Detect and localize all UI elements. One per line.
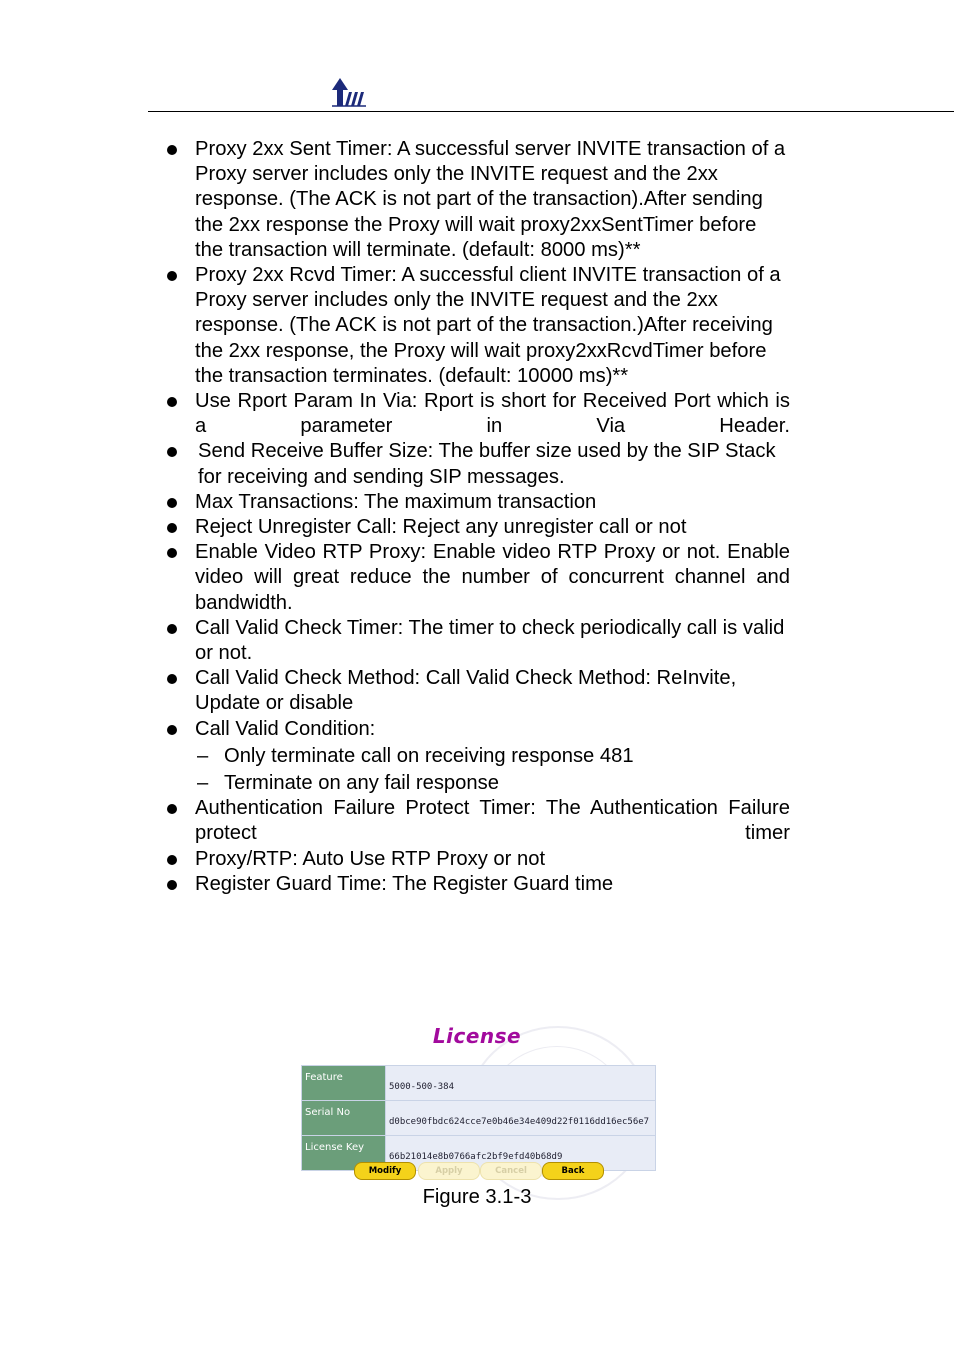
apply-button[interactable]: Apply — [418, 1162, 480, 1180]
list-item — [164, 796, 790, 846]
sub-item-text: Only terminate call on receiving response 481 — [224, 744, 634, 767]
list-item — [164, 616, 790, 666]
cancel-button[interactable]: Cancel — [480, 1162, 542, 1180]
bullet-icon — [167, 880, 177, 890]
figure-caption: Figure 3.1-3 — [422, 1186, 532, 1208]
list-item-text: Send Receive Buffer Size: The buffer size used by the SIP Stack for receiving and sending SIP messages. — [198, 440, 776, 488]
list-item-text: Call Valid Check Method: Call Valid Check Method: ReInvite, Update or disable — [195, 667, 737, 715]
list-item-text: Enable Video RTP Proxy: Enable video RTP Proxy or not. Enable video will great reduce the number of concurrent channel and bandwidth. — [195, 541, 790, 614]
license-key-label: License Key — [302, 1136, 386, 1171]
bullet-icon — [167, 523, 177, 533]
back-button[interactable]: Back — [542, 1162, 604, 1180]
bullet-list — [164, 137, 790, 897]
list-item — [164, 389, 790, 439]
bullet-icon — [167, 624, 177, 634]
list-item — [164, 439, 790, 489]
bullet-icon — [167, 804, 177, 814]
license-key-value: 66b21014e8b0766afc2bf9efd40b68d9 — [386, 1136, 656, 1171]
sub-item-text: Terminate on any fail response — [224, 772, 499, 795]
list-item-text: Use Rport Param In Via: Rport is short for Received Port which is a parameter in Via Header. — [195, 390, 790, 438]
company-logo-icon — [330, 76, 368, 108]
bullet-icon — [167, 725, 177, 735]
list-item-text: Authentication Failure Protect Timer: The Authentication Failure protect timer — [195, 797, 790, 845]
list-item-text: Proxy/RTP: Auto Use RTP Proxy or not — [195, 847, 546, 870]
feature-label: Feature — [302, 1066, 386, 1101]
sub-list-item — [164, 744, 790, 769]
list-item-text: Register Guard Time: The Register Guard time — [195, 872, 614, 895]
list-item — [164, 540, 790, 616]
modify-button[interactable]: Modify — [354, 1162, 416, 1180]
list-item-text: Call Valid Check Timer: The timer to check periodically call is valid or not. — [195, 616, 785, 665]
list-item — [164, 137, 790, 263]
bullet-icon — [167, 271, 177, 281]
list-item-text: Proxy 2xx Rcvd Timer: A successful client INVITE transaction of a Proxy server includes only the INVITE request and the 2xx response. (The ACK is not part of the transaction.)After receiving the 2xx response, the Proxy will wait proxy2xxRcvdTimer before the transaction terminates. (default: 10000 ms)** — [195, 264, 781, 387]
bullet-icon — [167, 674, 177, 684]
list-item-text: Proxy 2xx Sent Timer: A successful server INVITE transaction of a Proxy server includes only the INVITE request and the 2xx response. (The ACK is not part of the transaction).After sending the 2xx response the Proxy will wait proxy2xxSentTimer before the transaction will terminate. (default: 8000 ms)** — [195, 138, 786, 261]
list-item — [164, 515, 790, 540]
list-item-text: Reject Unregister Call: Reject any unregister call or not — [195, 516, 687, 539]
table-row — [302, 1066, 656, 1101]
list-item — [164, 666, 790, 716]
feature-value: 5000-500-384 — [386, 1066, 656, 1101]
bullet-icon — [167, 855, 177, 865]
list-item — [164, 872, 790, 897]
serial-no-label: Serial No — [302, 1101, 386, 1136]
dash-icon: – — [197, 744, 209, 767]
serial-no-value: d0bce90fbdc624cce7e0b46e34e409d22f0116dd16ec56e7 — [386, 1101, 656, 1136]
dash-icon: – — [197, 772, 209, 795]
bullet-icon — [167, 498, 177, 508]
list-item — [164, 847, 790, 872]
list-item — [164, 490, 790, 515]
header-rule — [148, 111, 954, 112]
list-item-text: Call Valid Condition: — [195, 717, 376, 740]
bullet-icon — [167, 548, 177, 558]
list-item — [164, 717, 790, 742]
bullet-icon — [167, 397, 177, 407]
license-title: License — [432, 1024, 522, 1048]
list-item — [164, 263, 790, 389]
license-screenshot — [296, 1022, 658, 1185]
license-table — [301, 1065, 656, 1171]
bullet-icon — [167, 447, 177, 457]
list-item-text: Max Transactions: The maximum transaction — [195, 490, 597, 513]
table-row — [302, 1101, 656, 1136]
bullet-icon — [167, 145, 177, 155]
sub-list-item — [164, 771, 790, 796]
